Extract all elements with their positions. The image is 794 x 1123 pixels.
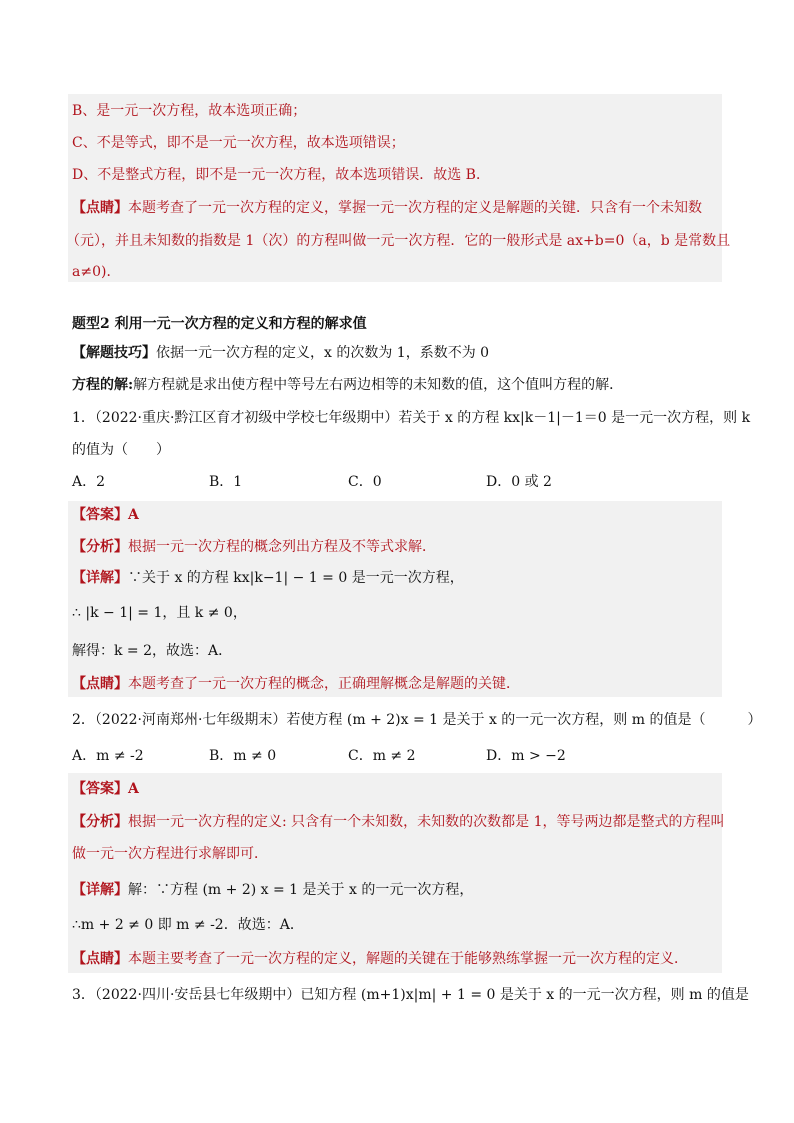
q1-answer: 【答案】A [72,507,139,523]
q1-solution-shade [68,501,722,697]
q1-option-d: D．0 或 2 [486,474,552,490]
q2-detail-label: 【详解】 [72,882,128,898]
q2-detail-text: 解：∵方程 (m + 2) x = 1 是关于 x 的一元一次方程， [128,882,474,898]
option-c-explanation: C、不是等式，即不是一元一次方程，故本选项错误； [72,135,405,151]
q2-analysis-line-2: 做一元一次方程进行求解即可． [72,846,268,862]
q1-option-c: C．0 [348,474,382,490]
q2-stem: 2．（2022·河南郑州·七年级期末）若使方程 (m + 2)x = 1 是关于 x 的一元一次方程，则 m 的值是（ ） [72,712,762,728]
q1-detail-text: ∵关于 x 的方程 kx|k−1| − 1 = 0 是一元一次方程， [128,570,464,586]
q1-note [72,674,520,694]
option-b-explanation: B、是一元一次方程，故本选项正确； [72,103,307,119]
q1-analysis [72,537,436,557]
q1-option-b: B．1 [209,474,243,490]
q2-analysis-label: 【分析】 [72,814,128,830]
dianjing-line-2: （元），并且未知数的指数是 1（次）的方程叫做一元一次方程．它的一般形式是 ax+b=0（a，b 是常数且 [66,233,731,249]
q2-option-c: C．m ≠ 2 [348,748,416,764]
q1-note-text: 本题考查了一元一次方程的概念，正确理解概念是解题的关键． [128,676,520,692]
q2-detail [72,880,473,900]
q2-note [72,949,688,969]
q2-note-label: 【点睛】 [72,951,128,967]
dianjing-line-1 [72,198,702,218]
q2-option-b: B．m ≠ 0 [209,748,277,764]
q2-answer: 【答案】A [72,781,139,797]
q1-step-3: 解得：k = 2，故选：A． [72,643,233,659]
dianjing-text-1: 本题考查了一元一次方程的定义，掌握一元一次方程的定义是解题的关键．只含有一个未知数 [128,200,702,216]
q1-analysis-text: 根据一元一次方程的概念列出方程及不等式求解． [128,539,436,555]
solution-block-shade [68,94,722,282]
tip-line [72,343,489,363]
q1-note-label: 【点睛】 [72,676,128,692]
q3-stem: 3．（2022·四川·安岳县七年级期中）已知方程 (m+1)x|m| + 1 = 0 是关于 x 的一元一次方程，则 m 的值是 [72,987,749,1003]
q1-detail-label: 【详解】 [72,570,128,586]
q1-step-2: ∴ |k − 1| = 1，且 k ≠ 0， [72,605,247,621]
dianjing-label: 【点睛】 [72,200,128,216]
q2-analysis-line-1 [72,812,725,832]
solution-text: 解方程就是求出使方程中等号左右两边相等的未知数的值，这个值叫方程的解． [133,377,624,393]
section-title: 题型2 利用一元一次方程的定义和方程的解求值 [72,316,367,332]
dianjing-line-3: a≠0)． [72,264,121,280]
q2-note-text: 本题主要考查了一元一次方程的定义，解题的关键在于能够熟练掌握一元一次方程的定义． [128,951,688,967]
q1-stem-line-1: 1．（2022·重庆·黔江区育才初级中学校七年级期中）若关于 x 的方程 kx|k－1|－1＝0 是一元一次方程，则 k [72,410,751,426]
q1-stem-line-2: 的值为（ ） [72,442,170,458]
tip-label: 【解题技巧】 [72,345,156,361]
q2-option-d: D．m > −2 [486,748,566,764]
q2-analysis-text-1: 根据一元一次方程的定义: 只含有一个未知数，未知数的次数都是 1，等号两边都是整式的方程叫 [128,814,725,830]
q2-option-a: A．m ≠ -2 [72,748,144,764]
q1-options [72,472,722,492]
solution-definition [72,375,623,395]
option-d-explanation: D、不是整式方程，即不是一元一次方程，故本选项错误．故选 B． [72,167,490,183]
q1-option-a: A．2 [72,474,106,490]
q2-options [72,746,722,766]
q1-detail [72,568,464,588]
q2-solution-shade [68,773,722,973]
q1-analysis-label: 【分析】 [72,539,128,555]
tip-text: 依据一元一次方程的定义，x 的次数为 1，系数不为 0 [156,345,490,361]
q2-step-2: ∴m + 2 ≠ 0 即 m ≠ -2．故选：A． [72,917,304,933]
solution-label: 方程的解: [72,377,134,393]
